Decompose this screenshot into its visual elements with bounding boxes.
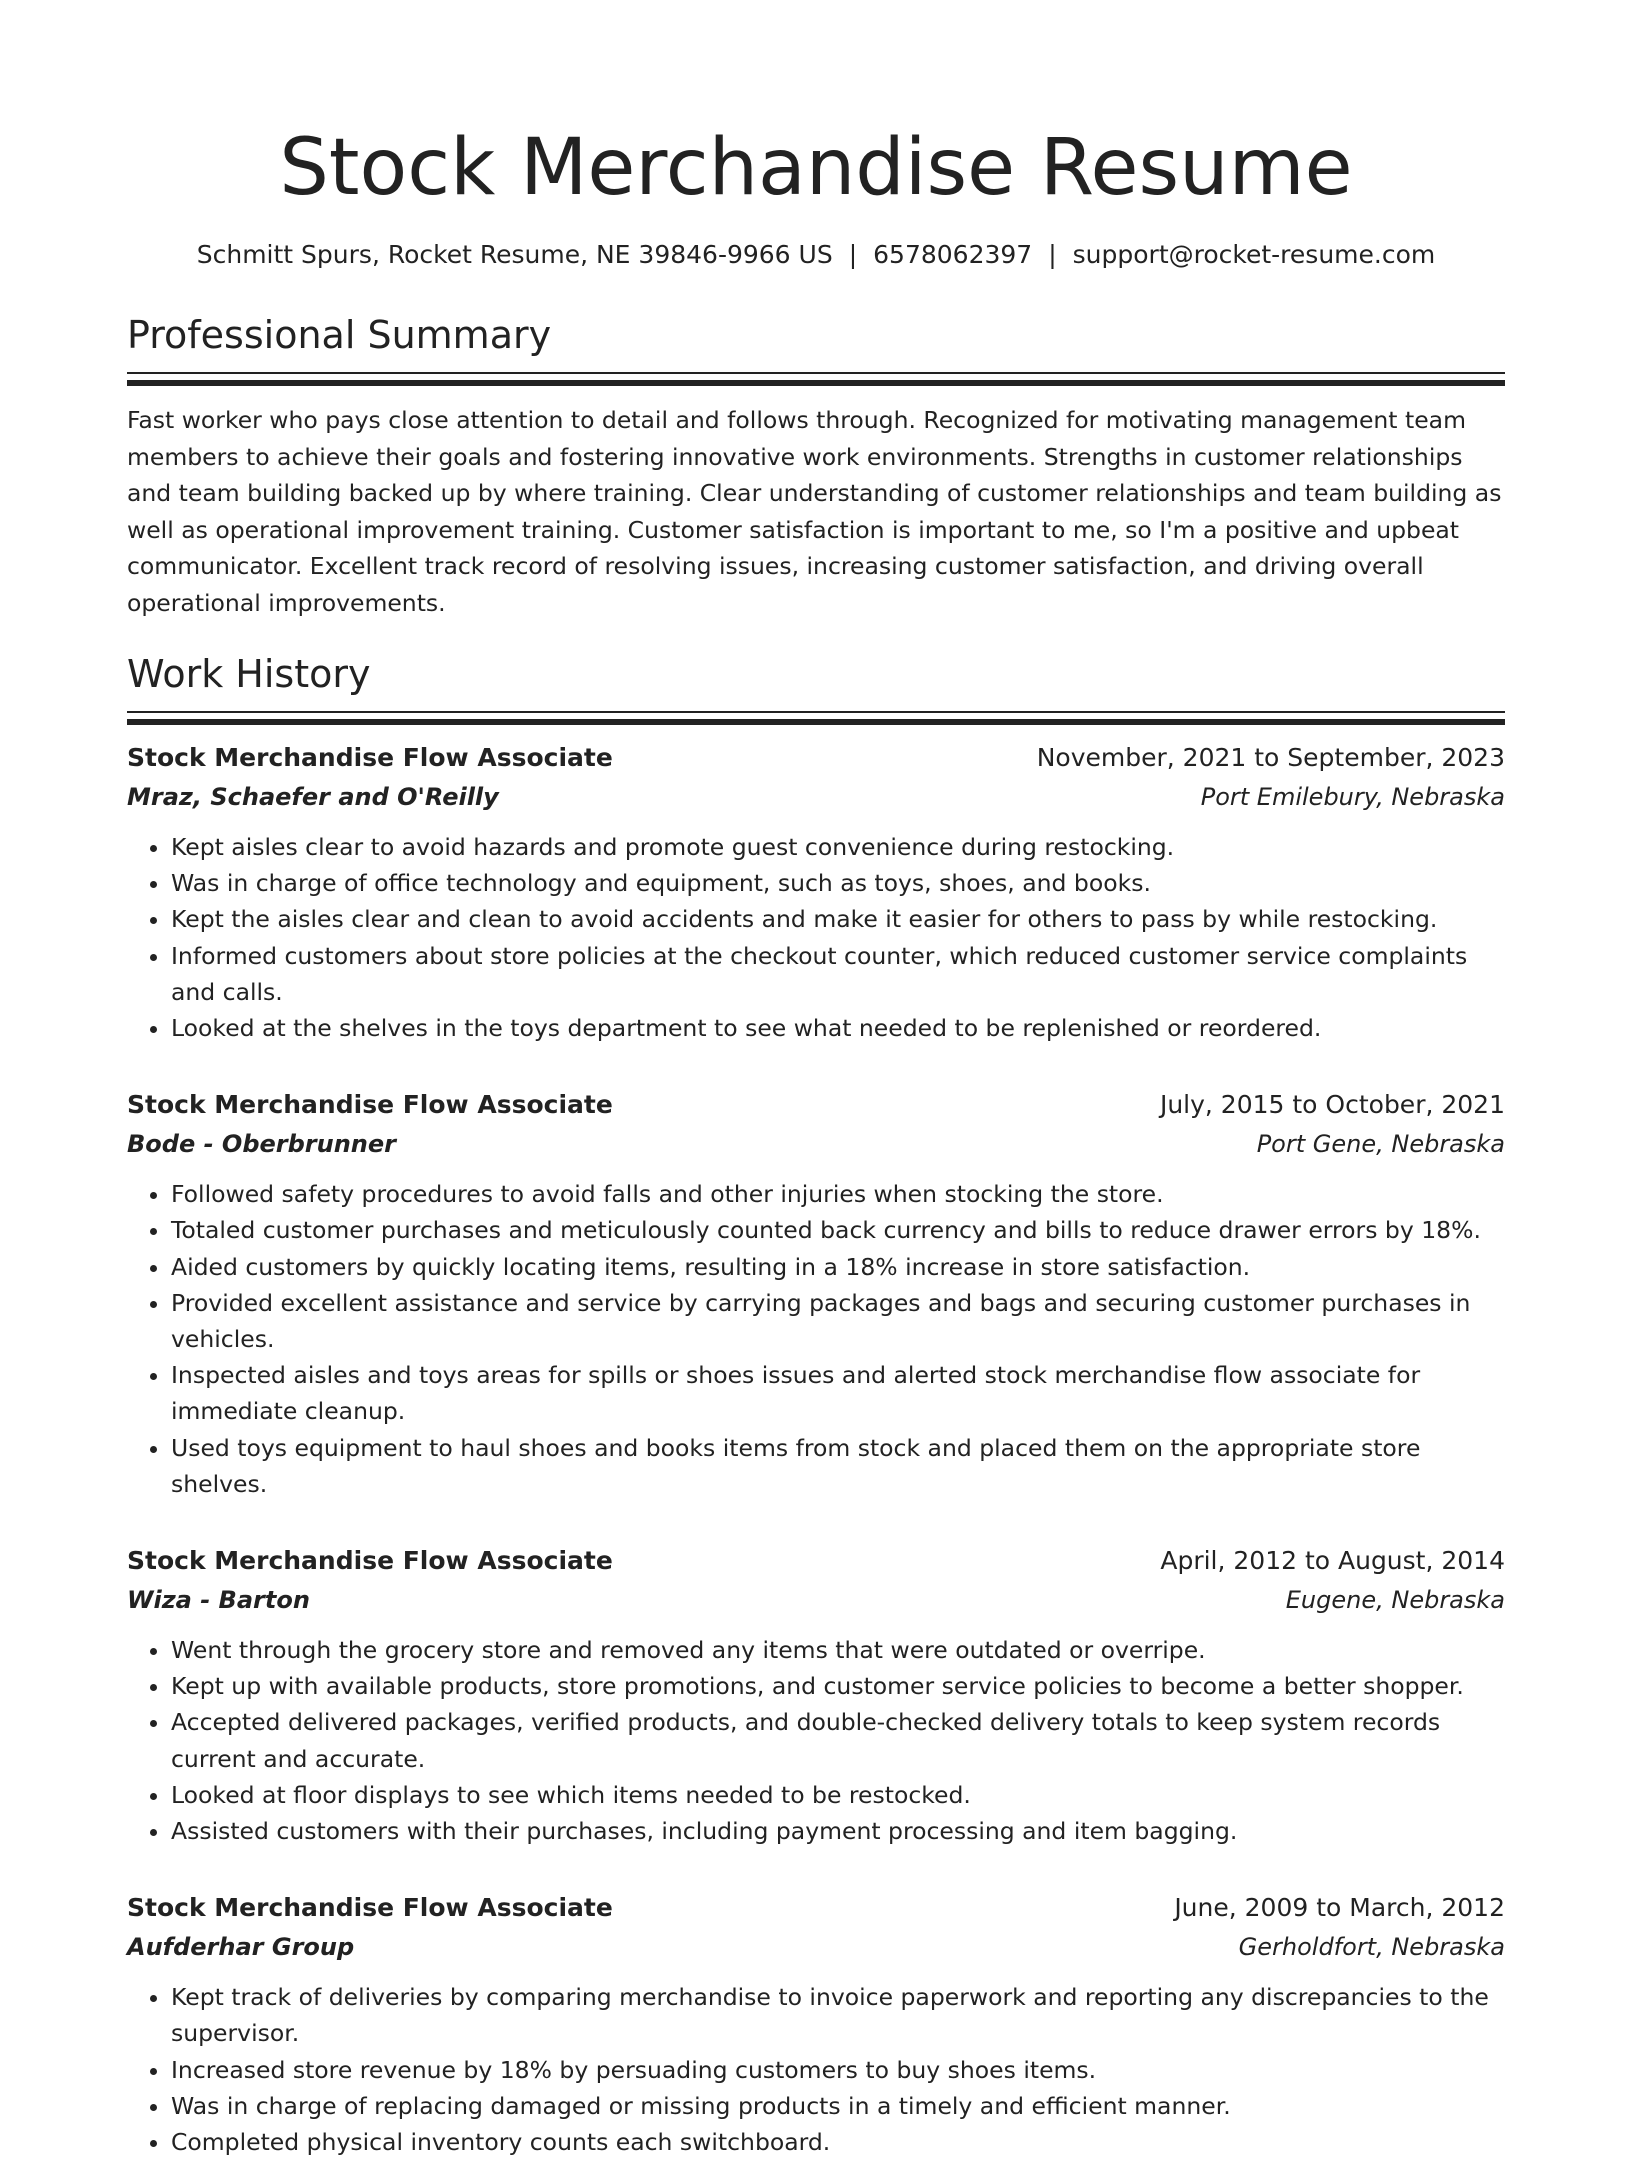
- job-header-row: [127, 739, 1505, 777]
- job-title: Stock Merchandise Flow Associate: [127, 1090, 613, 1120]
- job-bullet: • Kept aisles clear to avoid hazards and promote guest convenience during restocking.: [171, 829, 1505, 865]
- job-title: Stock Merchandise Flow Associate: [127, 1893, 613, 1923]
- job-company-row: [127, 777, 1505, 817]
- job-title: Stock Merchandise Flow Associate: [127, 1546, 613, 1576]
- job-bullet-list: [127, 1176, 1505, 1502]
- job-entry: [127, 1889, 1505, 2160]
- section-divider: [127, 372, 1505, 384]
- job-dates: June, 2009 to March, 2012: [1174, 1893, 1505, 1923]
- job-entry: [127, 1542, 1505, 1849]
- job-bullet: • Looked at the shelves in the toys department to see what needed to be replenished or reordered.: [171, 1010, 1505, 1046]
- job-header-row: [127, 1086, 1505, 1124]
- job-bullet: • Increased store revenue by 18% by persuading customers to buy shoes items.: [171, 2052, 1505, 2088]
- job-bullet: • Inspected aisles and toys areas for spills or shoes issues and alerted stock merchandise flow associate for immediate cleanup.: [171, 1357, 1505, 1429]
- summary-text: Fast worker who pays close attention to detail and follows through. Recognized for motivating management team members to achieve their goals and fostering innovative work environments. Strengths in customer relationships and team building backed up by where training. Clear understanding of customer relationships and team building as well as operational improvement training. Customer satisfaction is important to me, so I'm a positive and upbeat communicator. Excellent track record of resolving issues, increasing customer satisfaction, and driving overall operational improvements.: [127, 406, 1502, 617]
- contact-separator: |: [848, 240, 858, 269]
- job-dates: July, 2015 to October, 2021: [1159, 1090, 1505, 1120]
- job-bullet: • Went through the grocery store and removed any items that were outdated or overripe.: [171, 1632, 1505, 1668]
- job-location: Port Gene, Nebraska: [1256, 1130, 1505, 1159]
- job-company-row: [127, 1927, 1505, 1967]
- job-title: Stock Merchandise Flow Associate: [127, 743, 613, 772]
- job-bullet: • Aided customers by quickly locating items, resulting in a 18% increase in store satisfaction.: [171, 1249, 1505, 1285]
- job-company: Bode - Oberbrunner: [127, 1130, 396, 1159]
- job-bullet: • Kept the aisles clear and clean to avoid accidents and make it easier for others to pass by while restocking.: [171, 901, 1505, 937]
- job-bullet: • Informed customers about store policies at the checkout counter, which reduced customer service complaints and calls.: [171, 938, 1505, 1010]
- job-bullet-list: [127, 1979, 1505, 2160]
- job-bullet: • Accepted delivered packages, verified products, and double-checked delivery totals to keep system records current and accurate.: [171, 1704, 1505, 1776]
- job-bullet: • Looked at floor displays to see which items needed to be restocked.: [171, 1777, 1505, 1813]
- job-bullet: • Assisted customers with their purchases, including payment processing and item bagging.: [171, 1813, 1505, 1849]
- job-bullet: • Used toys equipment to haul shoes and books items from stock and placed them on the appropriate store shelves.: [171, 1430, 1505, 1502]
- job-company: Aufderhar Group: [127, 1933, 355, 1962]
- job-bullet-list: [127, 829, 1505, 1046]
- professional-summary-section: [127, 310, 1505, 621]
- job-company-row: [127, 1580, 1505, 1620]
- job-entry: [127, 1086, 1505, 1502]
- contact-email: support@rocket-resume.com: [1072, 240, 1436, 269]
- job-bullet: • Followed safety procedures to avoid falls and other injuries when stocking the store.: [171, 1176, 1505, 1212]
- job-dates: April, 2012 to August, 2014: [1160, 1546, 1505, 1576]
- job-bullet: • Completed physical inventory counts each switchboard.: [171, 2124, 1505, 2160]
- job-company: Mraz, Schaefer and O'Reilly: [127, 783, 499, 811]
- job-company-row: [127, 1124, 1505, 1164]
- job-bullet: • Kept up with available products, store promotions, and customer service policies to become a better shopper.: [171, 1668, 1505, 1704]
- section-heading-summary: Professional Summary: [127, 313, 552, 357]
- job-location: Port Emilebury, Nebraska: [1200, 783, 1505, 811]
- contact-separator: |: [1048, 240, 1057, 269]
- job-bullet: • Provided excellent assistance and service by carrying packages and bags and securing customer purchases in vehicles.: [171, 1285, 1505, 1357]
- job-location: Gerholdfort, Nebraska: [1238, 1933, 1505, 1962]
- job-dates: November, 2021 to September, 2023: [1036, 743, 1505, 772]
- contact-phone: 6578062397: [873, 240, 1033, 269]
- section-divider: [127, 711, 1505, 723]
- contact-address: Schmitt Spurs, Rocket Resume, NE 39846-9966 US: [196, 240, 833, 269]
- job-location: Eugene, Nebraska: [1285, 1586, 1505, 1615]
- job-bullet: • Was in charge of office technology and equipment, such as toys, shoes, and books.: [171, 865, 1505, 901]
- resume-title: Stock Merchandise Resume: [279, 123, 1353, 213]
- work-history-section: [127, 649, 1505, 2160]
- job-company: Wiza - Barton: [127, 1586, 310, 1615]
- section-heading-work-history: Work History: [127, 652, 371, 696]
- job-bullet: • Kept track of deliveries by comparing merchandise to invoice paperwork and reporting any discrepancies to the supervisor.: [171, 1979, 1505, 2051]
- job-bullet-list: [127, 1632, 1505, 1849]
- job-header-row: [127, 1889, 1505, 1927]
- job-header-row: [127, 1542, 1505, 1580]
- job-entry: [127, 739, 1505, 1046]
- contact-info: [127, 238, 1505, 272]
- job-bullet: • Totaled customer purchases and meticulously counted back currency and bills to reduce drawer errors by 18%.: [171, 1212, 1505, 1248]
- job-bullet: • Was in charge of replacing damaged or missing products in a timely and efficient manner.: [171, 2088, 1505, 2124]
